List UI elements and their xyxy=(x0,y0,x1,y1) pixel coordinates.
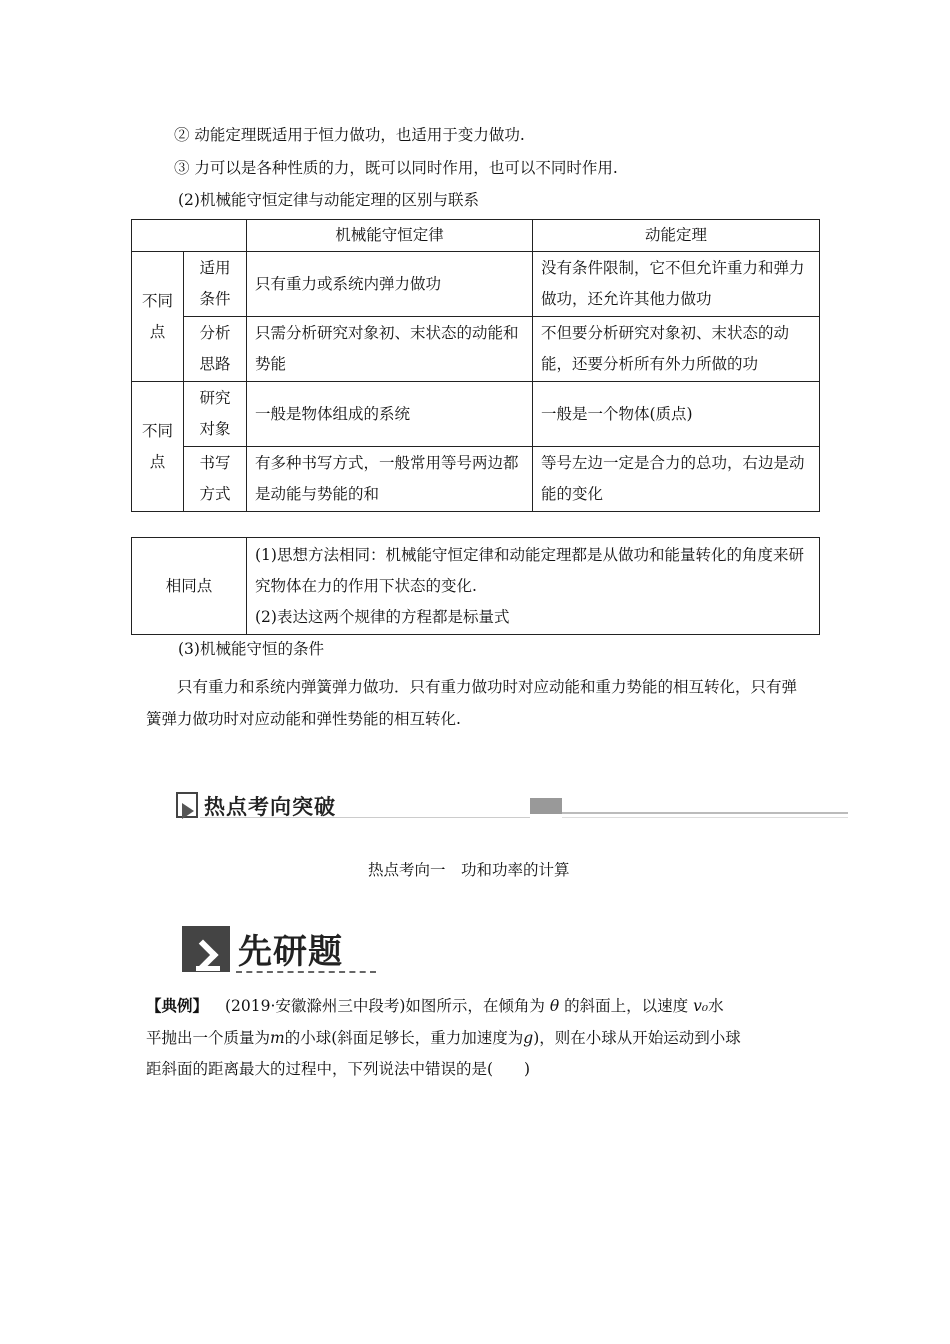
header-kinetic-theorem: 动能定理 xyxy=(533,220,820,252)
cell-theorem-analysis: 不但要分析研究对象初、末状态的动能，还要分析所有外力所做的功 xyxy=(533,317,820,382)
example-source: (2019·安徽滁州三中段考) xyxy=(224,997,406,1015)
cell-theorem-conditions: 没有条件限制，它不但允许重力和弹力做功，还允许其他力做功 xyxy=(533,252,820,317)
example-text: 的斜面上，以速度 xyxy=(564,997,689,1015)
banner-play-icon xyxy=(176,792,198,818)
table-row xyxy=(132,382,820,447)
section-2-heading: (2)机械能守恒定律与动能定理的区别与联系 xyxy=(178,191,479,209)
cell-theorem-writing: 等号左边一定是合力的总功，右边是动能的变化 xyxy=(533,447,820,512)
table-row xyxy=(132,538,820,635)
header-empty-cell xyxy=(132,220,247,252)
banner-rule-thin xyxy=(562,817,848,818)
example-line-3: 距斜面的距离最大的过程中，下列说法中错误的是( ) xyxy=(146,1060,531,1078)
cell-theorem-object: 一般是一个物体(质点) xyxy=(533,382,820,447)
table-row xyxy=(132,447,820,512)
example-text: 水 xyxy=(708,997,724,1015)
table-row xyxy=(132,317,820,382)
hot-topics-banner xyxy=(176,788,848,822)
cell-law-conditions: 只有重力或系统内弹力做功 xyxy=(247,252,533,317)
cell-law-analysis: 只需分析研究对象初、末状态的动能和势能 xyxy=(247,317,533,382)
chevron-right-icon xyxy=(182,926,230,972)
similarities-table xyxy=(131,537,820,635)
banner-title: 热点考向突破 xyxy=(204,795,336,819)
row-label-analysis-approach: 分析思路 xyxy=(184,317,247,382)
group-label-differences-2: 不同点 xyxy=(132,382,184,512)
group-label-differences-1: 不同点 xyxy=(132,252,184,382)
example-line-1 xyxy=(146,996,724,1016)
table-header-row xyxy=(132,220,820,252)
theta-symbol: θ xyxy=(549,997,560,1015)
v0-symbol: v₀ xyxy=(693,997,709,1015)
pre-study-heading xyxy=(182,918,382,978)
gravity-symbol: g xyxy=(523,1029,534,1047)
row-label-writing-form: 书写方式 xyxy=(184,447,247,512)
similarity-point-2: (2)表达这两个规律的方程都是标量式 xyxy=(255,607,510,626)
table-row xyxy=(132,252,820,317)
cell-law-writing: 有多种书写方式，一般常用等号两边都是动能与势能的和 xyxy=(247,447,533,512)
example-text: 平抛出一个质量为 xyxy=(146,1029,271,1047)
pre-study-underline xyxy=(236,971,376,973)
example-tag: 【典例】 xyxy=(146,997,209,1015)
example-text: 如图所示，在倾角为 xyxy=(405,997,545,1015)
row-label-applicable-conditions: 适用条件 xyxy=(184,252,247,317)
mass-symbol: m xyxy=(270,1029,285,1047)
similarities-content xyxy=(247,538,820,635)
comparison-table xyxy=(131,219,820,512)
header-mechanical-energy: 机械能守恒定律 xyxy=(247,220,533,252)
paragraph-force-nature: ③ 力可以是各种性质的力，既可以同时作用，也可以不同时作用. xyxy=(174,159,618,177)
paragraph-kinetic-theorem-applies: ② 动能定理既适用于恒力做功，也适用于变力做功. xyxy=(174,126,525,144)
row-label-research-object: 研究对象 xyxy=(184,382,247,447)
topic-subheading: 热点考向一 功和功率的计算 xyxy=(368,861,570,879)
similarities-label: 相同点 xyxy=(132,538,247,635)
banner-block xyxy=(530,798,562,814)
banner-rule xyxy=(562,812,848,814)
example-text: )，则在小球从开始运动到小球 xyxy=(533,1029,741,1047)
section-3-heading: (3)机械能守恒的条件 xyxy=(178,640,324,658)
section-3-body: 只有重力和系统内弹簧弹力做功．只有重力做功时对应动能和重力势能的相互转化，只有弹簧弹力做功时对应动能和弹性势能的相互转化. xyxy=(146,678,798,728)
pre-study-title: 先研题 xyxy=(238,932,343,972)
cell-law-object: 一般是物体组成的系统 xyxy=(247,382,533,447)
example-line-2 xyxy=(146,1028,741,1048)
similarity-point-1: (1)思想方法相同：机械能守恒定律和动能定理都是从做功和能量转化的角度来研究物体在力的作用下状态的变化. xyxy=(255,545,804,595)
example-text: 的小球(斜面足够长，重力加速度为 xyxy=(284,1029,524,1047)
